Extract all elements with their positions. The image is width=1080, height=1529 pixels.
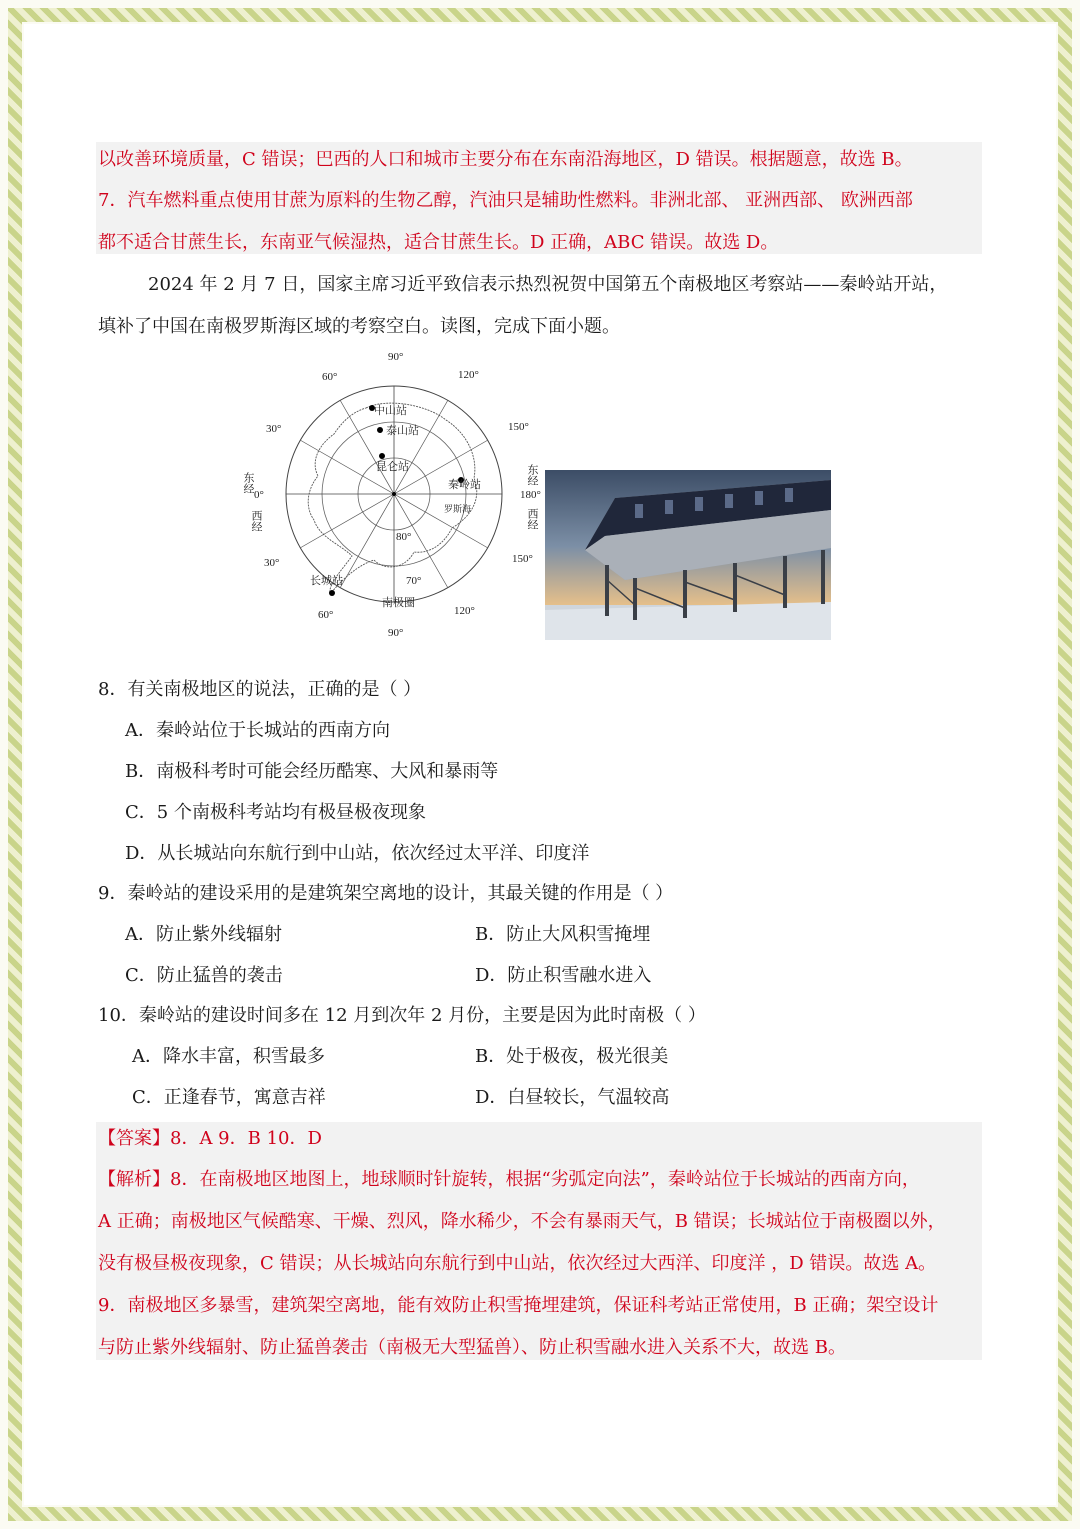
station-label-zhongshan: 中山站 xyxy=(374,405,407,417)
map-lon-label: 30° xyxy=(264,557,280,569)
question-9-option-a[interactable]: A．防止紫外线辐射 xyxy=(125,924,282,945)
intro-line-1: 2024 年 2 月 7 日，国家主席习近平致信表示热烈祝贺中国第五个南极地区考察站——秦岭站开站， xyxy=(148,274,948,295)
question-10-option-b[interactable]: B．处于极夜，极光很美 xyxy=(475,1046,669,1067)
analysis-line-2: A 正确；南极地区气候酷寒、干燥、烈风，降水稀少，不会有暴雨天气，B 错误；长城站位于南极圈以外， xyxy=(98,1211,946,1232)
map-lon-label: 0° xyxy=(254,489,264,501)
station-label-qinling: 秦岭站 xyxy=(448,479,481,491)
analysis-line-1 xyxy=(98,1166,920,1194)
answer-line xyxy=(98,1125,322,1153)
qinling-station-photo xyxy=(545,470,831,640)
question-10-stem: 10．秦岭站的建设时间多在 12 月到次年 2 月份，主要是因为此时南极（ ） xyxy=(98,1005,706,1026)
question-9-option-d[interactable]: D．防止积雪融水进入 xyxy=(475,965,652,986)
map-lon-label: 150° xyxy=(508,421,529,433)
question-8-option-b[interactable]: B．南极科考时可能会经历酷寒、大风和暴雨等 xyxy=(125,761,499,782)
question-8-option-a[interactable]: A．秦岭站位于长城站的西南方向 xyxy=(125,720,390,741)
map-lat-label: 80° xyxy=(396,531,412,543)
map-east-label-right: 东经 xyxy=(526,464,538,486)
station-label-taishan: 泰山站 xyxy=(386,425,419,437)
answer-analysis-highlight xyxy=(96,1122,982,1360)
top-analysis-line-2: 7．汽车燃料重点使用甘蔗为原料的生物乙醇，汽油只是辅助性燃料。非洲北部、 亚洲西部、 欧洲西部 xyxy=(98,190,913,211)
question-8-stem: 8．有关南极地区的说法，正确的是（ ） xyxy=(98,679,422,700)
analysis-line-5: 与防止紫外线辐射、防止猛兽袭击（南极无大型猛兽）、防止积雪融水进入关系不大，故选 B。 xyxy=(98,1337,846,1358)
question-10-option-a[interactable]: A．降水丰富，积雪最多 xyxy=(132,1046,325,1067)
station-label-changcheng: 长城站 xyxy=(310,575,343,587)
map-lon-label: 60° xyxy=(322,371,338,383)
map-lat-label: 70° xyxy=(406,575,422,587)
map-west-label: 西经 xyxy=(250,510,262,532)
map-lon-label: 90° xyxy=(388,351,404,363)
question-8-option-c[interactable]: C．5 个南极科考站均有极昼极夜现象 xyxy=(125,802,426,823)
map-lon-label: 120° xyxy=(458,369,479,381)
question-9-option-b[interactable]: B．防止大风积雪掩埋 xyxy=(475,924,651,945)
map-lon-label: 180° xyxy=(520,489,541,501)
answer-text: 8．A 9．B 10．D xyxy=(170,1128,322,1149)
sea-label-ross: 罗斯海 xyxy=(444,504,472,514)
map-west-label-right: 西经 xyxy=(526,508,538,530)
analysis-tag: 【解析】 xyxy=(98,1169,170,1190)
intro-line-2: 填补了中国在南极罗斯海区域的考察空白。读图，完成下面小题。 xyxy=(98,316,620,337)
antarctic-circle-label: 南极圈 xyxy=(382,597,415,609)
map-lon-label: 60° xyxy=(318,609,334,621)
question-8-option-d[interactable]: D．从长城站向东航行到中山站，依次经过太平洋、印度洋 xyxy=(125,843,590,864)
question-9-option-c[interactable]: C．防止猛兽的袭击 xyxy=(125,965,283,986)
answer-tag: 【答案】 xyxy=(98,1128,170,1149)
map-lon-label: 30° xyxy=(266,423,282,435)
question-10-option-c[interactable]: C．正逢春节，寓意吉祥 xyxy=(132,1087,326,1108)
antarctic-map xyxy=(242,348,546,643)
analysis-line-3: 没有极昼极夜现象，C 错误；从长城站向东航行到中山站，依次经过大西洋、印度洋 ，D 错误。故选 A。 xyxy=(98,1253,937,1274)
map-lon-label: 120° xyxy=(454,605,475,617)
analysis-text-1: 8．在南极地区地图上，地球顺时针旋转，根据“劣弧定向法”，秦岭站位于长城站的西南方向， xyxy=(170,1169,920,1190)
top-analysis-line-1: 以改善环境质量，C 错误；巴西的人口和城市主要分布在东南沿海地区，D 错误。根据题意，故选 B。 xyxy=(98,149,913,170)
top-analysis-line-3: 都不适合甘蔗生长，东南亚气候湿热，适合甘蔗生长。D 正确，ABC 错误。故选 D。 xyxy=(98,232,779,253)
question-10-option-d[interactable]: D．白昼较长，气温较高 xyxy=(475,1087,670,1108)
map-east-label: 东经 xyxy=(242,472,254,494)
question-9-stem: 9．秦岭站的建设采用的是建筑架空离地的设计，其最关键的作用是（ ） xyxy=(98,883,674,904)
station-label-kunlun: 昆仑站 xyxy=(376,461,409,473)
map-lon-label: 90° xyxy=(388,627,404,639)
map-lon-label: 150° xyxy=(512,553,533,565)
analysis-line-4: 9．南极地区多暴雪，建筑架空离地，能有效防止积雪掩埋建筑，保证科考站正常使用，B 正确；架空设计 xyxy=(98,1295,939,1316)
